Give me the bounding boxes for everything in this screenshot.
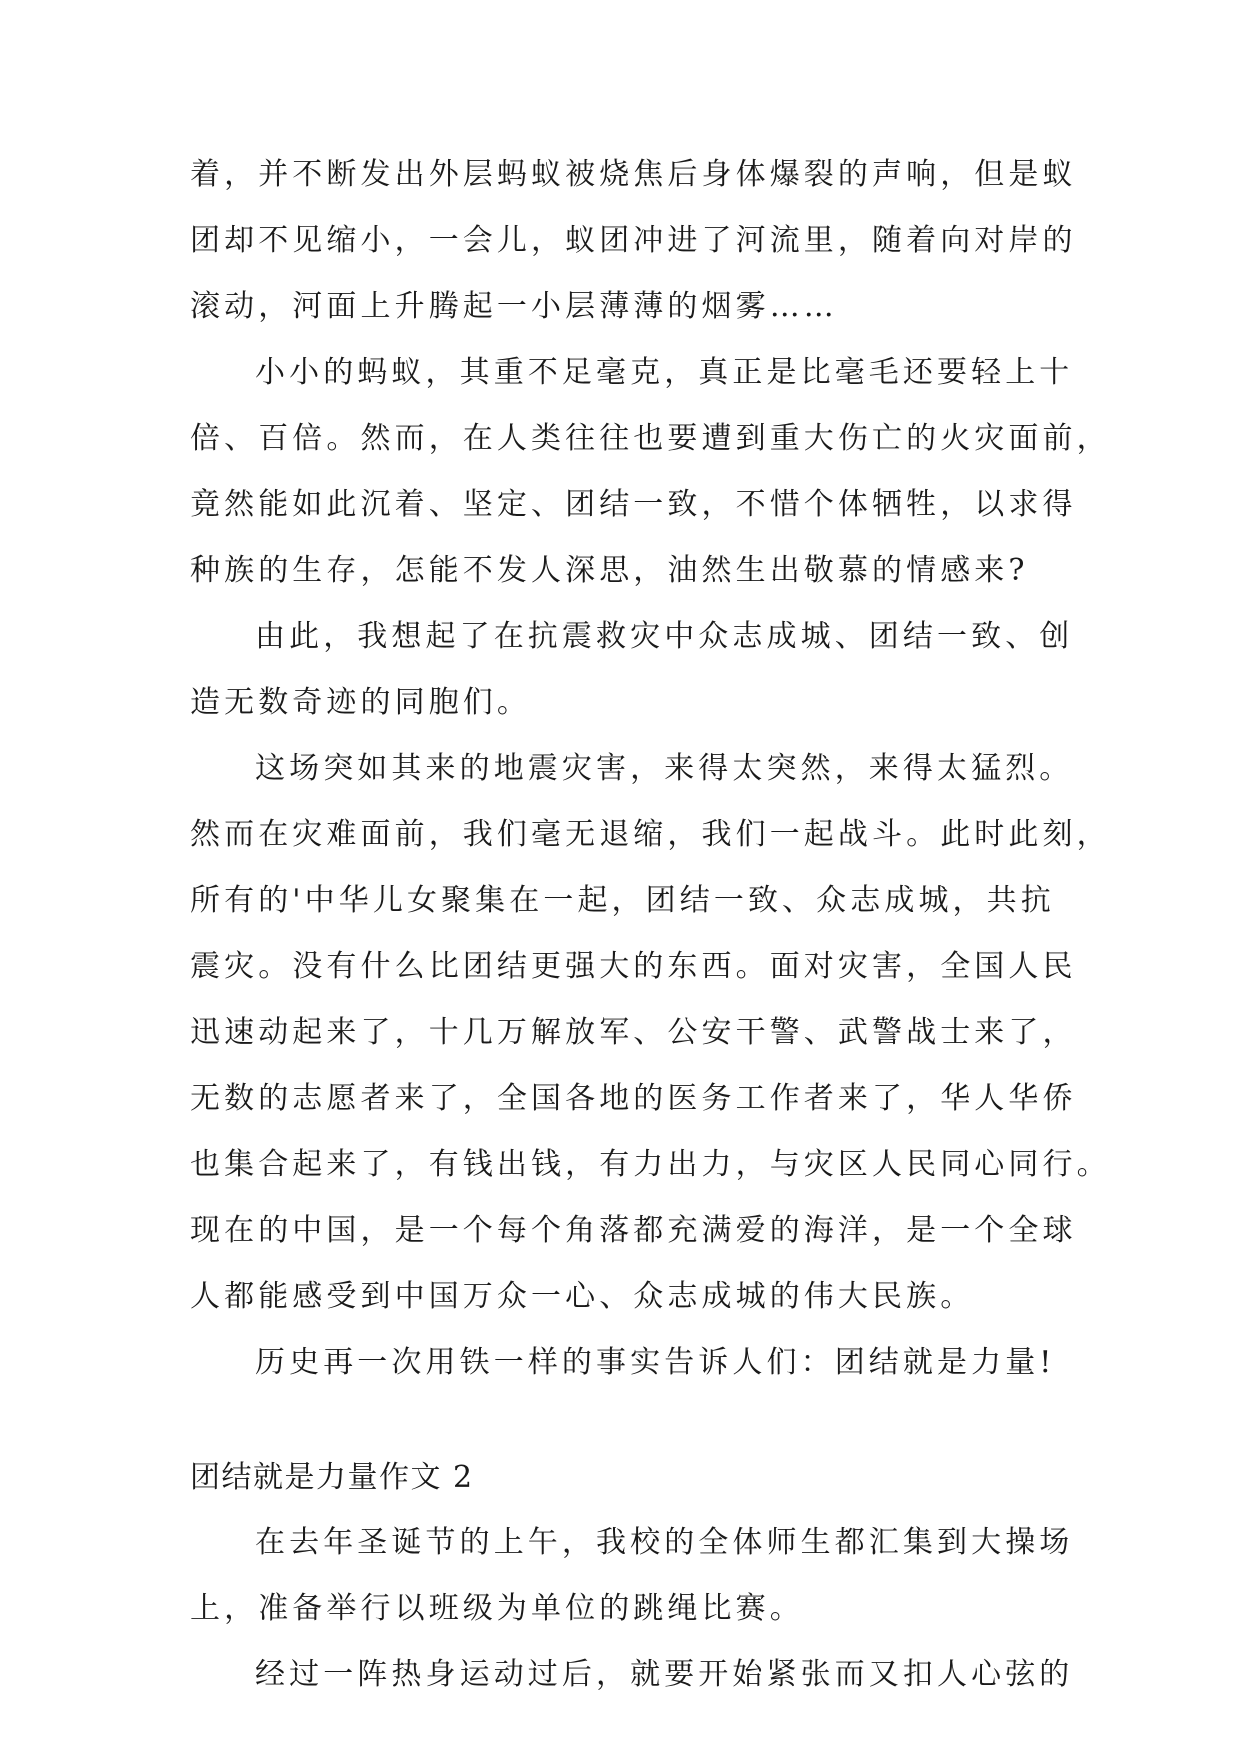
paragraph-first-line: 历史再一次用铁一样的事实告诉人们：团结就是力量! — [255, 1345, 1056, 1380]
section-heading: 团结就是力量作文 2 — [190, 1460, 474, 1495]
paragraph-first-line: 由此，我想起了在抗震救灾中众志成城、团结一致、创 — [255, 619, 1074, 654]
paragraph-first-line: 经过一阵热身运动过后，就要开始紧张而又扣人心弦的 — [255, 1657, 1074, 1692]
text-line: 震灾。没有什么比团结更强大的东西。面对灾害，全国人民 — [190, 949, 1077, 984]
text-line: 团却不见缩小，一会儿，蚁团冲进了河流里，随着向对岸的 — [190, 223, 1077, 258]
text-line: 然而在灾难面前，我们毫无退缩，我们一起战斗。此时此刻， — [190, 817, 1111, 852]
text-line: 种族的生存，怎能不发人深思，油然生出敬慕的情感来? — [190, 553, 1029, 588]
text-line: 无数的志愿者来了，全国各地的医务工作者来了，华人华侨 — [190, 1081, 1077, 1116]
text-line: 迅速动起来了，十几万解放军、公安干警、武警战士来了， — [190, 1015, 1077, 1050]
text-line: 竟然能如此沉着、坚定、团结一致，不惜个体牺牲，以求得 — [190, 487, 1077, 522]
text-line: 上，准备举行以班级为单位的跳绳比赛。 — [190, 1591, 804, 1626]
paragraph-first-line: 这场突如其来的地震灾害，来得太突然，来得太猛烈。 — [255, 751, 1074, 786]
text-line: 也集合起来了，有钱出钱，有力出力，与灾区人民同心同行。 — [190, 1147, 1111, 1182]
text-line: 滚动，河面上升腾起一小层薄薄的烟雾…… — [190, 289, 838, 324]
text-line: 着，并不断发出外层蚂蚁被烧焦后身体爆裂的声响，但是蚁 — [190, 157, 1077, 192]
text-line: 现在的中国，是一个每个角落都充满爱的海洋，是一个全球 — [190, 1213, 1077, 1248]
text-line: 倍、百倍。然而，在人类往往也要遭到重大伤亡的火灾面前， — [190, 421, 1111, 456]
paragraph-first-line: 在去年圣诞节的上午，我校的全体师生都汇集到大操场 — [255, 1525, 1074, 1560]
text-line: 所有的'中华儿女聚集在一起，团结一致、众志成城，共抗 — [190, 883, 1055, 918]
text-line: 造无数奇迹的同胞们。 — [190, 685, 531, 720]
text-line: 人都能感受到中国万众一心、众志成城的伟大民族。 — [190, 1279, 975, 1314]
paragraph-first-line: 小小的蚂蚁，其重不足毫克，真正是比毫毛还要轻上十 — [255, 355, 1074, 390]
